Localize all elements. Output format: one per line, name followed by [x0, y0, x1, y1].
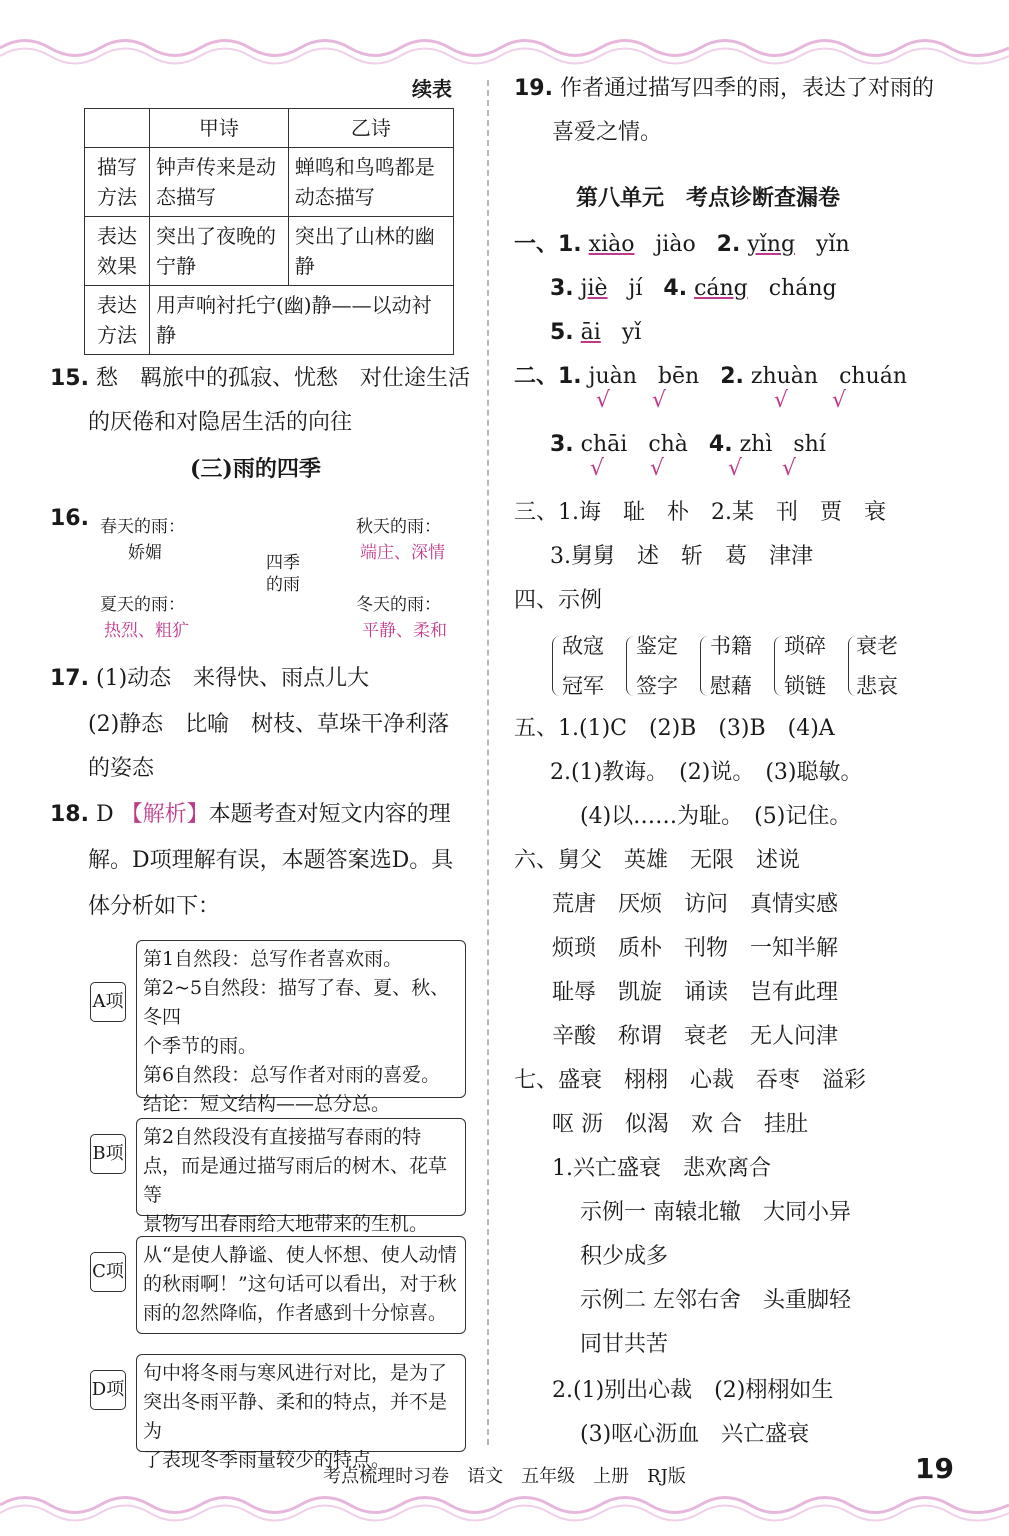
row-label: 描写方法 — [85, 148, 150, 217]
analysis-line: 了表现冬季雨量较少的特点。 — [143, 1449, 391, 1471]
row-label: 表达效果 — [85, 217, 150, 286]
s2-prefix: 二、1. — [514, 364, 582, 389]
pinyin: juàn — [588, 364, 637, 389]
analysis-line: 从“是使人静谧、使人怀想、使人动情 — [143, 1244, 457, 1266]
winter-value: 平静、柔和 — [362, 621, 447, 641]
bracket — [552, 636, 561, 696]
item-number: 3. — [550, 276, 574, 301]
table-row — [85, 148, 454, 217]
page-number: 19 — [915, 1452, 954, 1485]
pinyin: jiào — [655, 232, 696, 257]
word: 书籍 — [710, 634, 752, 658]
q17 — [50, 664, 369, 694]
autumn-label: 秋天的雨： — [356, 517, 441, 537]
column-divider — [487, 80, 489, 1445]
pinyin: yǐn — [816, 232, 850, 257]
q15-line2: 的厌倦和对隐居生活的向往 — [88, 410, 353, 435]
analysis-line: 个季节的雨。 — [143, 1035, 258, 1057]
analysis-line: 结论：短文结构——总分总。 — [143, 1093, 391, 1115]
s7-line: 1.兴亡盛衰 悲欢离合 — [552, 1156, 771, 1181]
top-wave-border — [0, 28, 1009, 68]
word: 琐碎 — [784, 634, 826, 658]
pinyin: chāi — [580, 432, 628, 457]
item-number: 2. — [716, 232, 741, 257]
q18-line2: 解。D项理解有误，本题答案选D。具 — [88, 848, 454, 873]
word: 冠军 — [562, 674, 604, 698]
q18-line1: 本题考查对短文内容的理 — [208, 802, 451, 827]
pinyin: jiè — [580, 276, 608, 301]
s6-line: 六、舅父 英雄 无限 述说 — [514, 848, 801, 873]
s2-line1 — [514, 362, 907, 392]
s6-line: 耻辱 凯旋 诵读 岂有此理 — [552, 980, 839, 1005]
poem-comparison-table — [84, 108, 454, 355]
s6-line: 荒唐 厌烦 访问 真情实感 — [552, 892, 839, 917]
page-footer: 考点梳理时习卷 语文 五年级 上册 RJ版 — [323, 1466, 686, 1487]
analysis-line: 句中将冬雨与寒风进行对比，是为了 — [143, 1362, 448, 1384]
s1-line1 — [514, 230, 850, 260]
center-label: 四季的雨 — [266, 553, 300, 595]
unit8-title: 第八单元 考点诊断查漏卷 — [576, 186, 841, 211]
s7-line: 积少成多 — [580, 1244, 669, 1269]
bottom-wave-border — [0, 1490, 1009, 1530]
check-mark: √ — [590, 456, 605, 481]
bracket — [774, 636, 783, 696]
pinyin: yǐng — [747, 232, 796, 257]
item-number: 3. — [550, 432, 574, 457]
q18-tag: 【解析】 — [120, 802, 209, 827]
pinyin: jí — [628, 276, 643, 301]
section3-title: (三)雨的四季 — [190, 456, 321, 482]
q15-number: 15. — [50, 366, 89, 391]
cell-merged: 用声响衬托宁(幽)静——以动衬静 — [150, 286, 454, 355]
analysis-box-d — [136, 1354, 466, 1471]
s7-line: 同甘共苦 — [580, 1332, 669, 1357]
item-number: 5. — [550, 320, 574, 345]
s3-line2: 3.舅舅 述 斩 葛 津津 — [550, 544, 813, 569]
s1-prefix: 一、1. — [514, 232, 582, 257]
analysis-line: 第2~5自然段：描写了春、夏、秋、冬四 — [143, 977, 450, 1028]
table-header-a: 甲诗 — [150, 109, 289, 148]
item-number: 4. — [708, 432, 733, 457]
q15-line1: 愁 羁旅中的孤寂、忧愁 对仕途生活 — [95, 366, 470, 391]
analysis-line: 雨的忽然降临，作者感到十分惊喜。 — [143, 1302, 448, 1324]
pinyin: bēn — [657, 364, 700, 389]
s7-line: 七、盛衰 栩栩 心裁 吞枣 溢彩 — [514, 1068, 867, 1093]
cell-a: 钟声传来是动态描写 — [150, 148, 289, 217]
pinyin: zhì — [739, 432, 773, 457]
check-mark: √ — [728, 456, 743, 481]
cell-b: 突出了山林的幽静 — [288, 217, 453, 286]
s1-line2 — [550, 274, 837, 304]
item-number: 4. — [663, 276, 688, 301]
q19-line2: 喜爱之情。 — [552, 120, 663, 145]
check-mark: √ — [774, 388, 789, 413]
analysis-tag-d: D项 — [90, 1370, 126, 1410]
spring-label: 春天的雨： — [100, 517, 185, 537]
cell-a: 突出了夜晚的宁静 — [150, 217, 289, 286]
word-pair — [636, 626, 678, 706]
table-header-b: 乙诗 — [288, 109, 453, 148]
q19 — [514, 74, 934, 104]
q18-line3: 体分析如下： — [88, 894, 221, 919]
word: 鉴定 — [636, 634, 678, 658]
analysis-box-c — [136, 1236, 466, 1334]
word-pair — [710, 626, 752, 706]
table-corner — [85, 109, 150, 148]
s5-line3: (4)以……为耻。 (5)记住。 — [580, 804, 852, 829]
word: 悲哀 — [856, 674, 898, 698]
analysis-tag-a: A项 — [90, 982, 126, 1022]
pinyin: chà — [648, 432, 688, 457]
s5-line1: 五、1.(1)C (2)B (3)B (4)A — [514, 716, 835, 741]
q15 — [50, 364, 470, 394]
q16-number: 16. — [50, 506, 89, 531]
table-row — [85, 286, 454, 355]
pinyin: cháng — [768, 276, 837, 301]
pinyin: chuán — [839, 364, 908, 389]
analysis-tag-c: C项 — [90, 1252, 126, 1292]
check-mark: √ — [596, 388, 611, 413]
q17-line2: (2)静态 比喻 树枝、草垛干净利落 — [88, 712, 450, 737]
q18 — [50, 800, 451, 830]
analysis-tag-b: B项 — [90, 1134, 126, 1174]
analysis-line: 突出冬雨平静、柔和的特点，并不是为 — [143, 1391, 448, 1442]
q17-line3: 的姿态 — [88, 756, 155, 781]
check-mark: √ — [652, 388, 667, 413]
analysis-line: 点，而是通过描写雨后的树木、花草等 — [143, 1155, 448, 1206]
q17-number: 17. — [50, 666, 89, 691]
word: 锁链 — [784, 674, 826, 698]
s5-line2: 2.(1)教诲。 (2)说。 (3)聪敏。 — [550, 760, 863, 785]
s6-line: 辛酸 称谓 衰老 无人问津 — [552, 1024, 839, 1049]
bracket — [626, 636, 635, 696]
word-pair — [784, 626, 826, 706]
pinyin: shí — [793, 432, 826, 457]
summer-value: 热烈、粗犷 — [104, 621, 189, 641]
s4-title: 四、示例 — [514, 588, 603, 613]
s3-line1: 三、1.诲 耻 朴 2.某 刊 贾 衰 — [514, 500, 886, 525]
item-number: 2. — [720, 364, 744, 389]
cell-b: 蝉鸣和鸟鸣都是动态描写 — [288, 148, 453, 217]
autumn-value: 端庄、深情 — [360, 543, 445, 563]
analysis-line: 第1自然段：总写作者喜欢雨。 — [143, 948, 403, 970]
word: 衰老 — [856, 634, 898, 658]
s7-line: 示例一 南辕北辙 大同小异 — [580, 1200, 851, 1225]
s7-line: 示例二 左邻右舍 头重脚轻 — [580, 1288, 851, 1313]
analysis-line: 景物写出春雨给大地带来的生机。 — [143, 1213, 429, 1235]
s1-line3 — [550, 318, 641, 348]
s7-line: (3)呕心沥血 兴亡盛衰 — [580, 1422, 810, 1447]
word: 敌寇 — [562, 634, 604, 658]
q19-number: 19. — [514, 76, 553, 101]
check-mark: √ — [782, 456, 797, 481]
check-mark: √ — [650, 456, 665, 481]
analysis-line: 第2自然段没有直接描写春雨的特 — [143, 1126, 422, 1148]
pinyin: āi — [580, 320, 601, 345]
q18-number: 18. — [50, 802, 89, 827]
summer-label: 夏天的雨： — [100, 595, 185, 615]
word: 慰藉 — [710, 674, 752, 698]
bracket — [700, 636, 709, 696]
word-pair — [562, 626, 604, 706]
analysis-line: 第6自然段：总写作者对雨的喜爱。 — [143, 1064, 441, 1086]
winter-label: 冬天的雨： — [356, 595, 441, 615]
s7-line: 呕 沥 似渴 欢 合 挂肚 — [552, 1112, 808, 1137]
q18-answer: D — [95, 802, 114, 827]
pinyin: cáng — [694, 276, 748, 301]
continued-label: 续表 — [412, 77, 452, 101]
analysis-line: 的秋雨啊！”这句话可以看出，对于秋 — [143, 1273, 457, 1295]
analysis-box-a — [136, 940, 466, 1115]
table-row — [85, 217, 454, 286]
analysis-box-b — [136, 1118, 466, 1235]
q17-line1: (1)动态 来得快、雨点儿大 — [95, 666, 370, 691]
word-pair — [856, 626, 898, 706]
check-mark: √ — [832, 388, 847, 413]
spring-value: 娇媚 — [128, 543, 162, 563]
s7-line: 2.(1)别出心裁 (2)栩栩如生 — [552, 1378, 834, 1403]
pinyin: zhuàn — [750, 364, 819, 389]
word: 签字 — [636, 674, 678, 698]
pinyin: xiào — [588, 232, 635, 257]
row-label: 表达方法 — [85, 286, 150, 355]
pinyin: yǐ — [621, 320, 642, 345]
s6-line: 烦琐 质朴 刊物 一知半解 — [552, 936, 839, 961]
q19-line1: 作者通过描写四季的雨，表达了对雨的 — [559, 76, 934, 101]
